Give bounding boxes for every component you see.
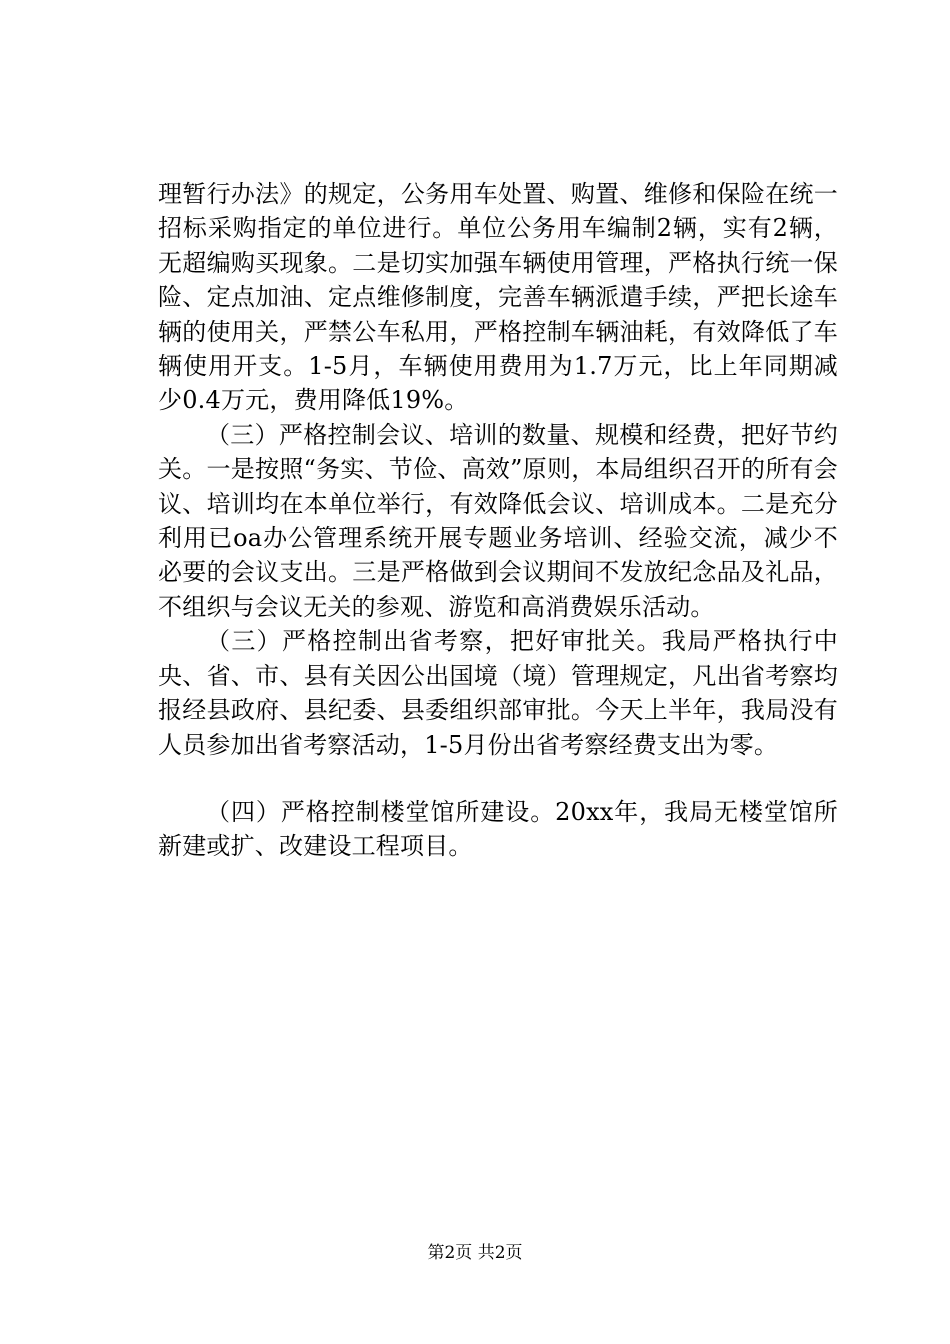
page-number-footer: 第2页 共2页 (427, 1243, 523, 1263)
paragraph-inspection-travel: （三）严格控制出省考察，把好审批关。我局严格执行中央、省、市、县有关因公出国境（境）管理规定，凡出省考察均报经县政府、县纪委、县委组织部审批。今天上半年，我局没有人员参加出省考察活动，1-5月份出省考察经费支出为零。 (158, 627, 838, 759)
paragraph-meeting-training: （三）严格控制会议、培训的数量、规模和经费，把好节约关。一是按照“务实、节俭、高效”原则，本局组织召开的所有会议、培训均在本单位举行，有效降低会议、培训成本。二是充分利用已oa办公管理系统开展专题业务培训、经验交流，减少不必要的会议支出。三是严格做到会议期间不发放纪念品及礼品，不组织与会议无关的参观、游览和高消费娱乐活动。 (158, 420, 838, 621)
paragraph-building-construction: （四）严格控制楼堂馆所建设。20xx年，我局无楼堂馆所新建或扩、改建设工程项目。 (158, 797, 838, 861)
document-body (158, 177, 838, 864)
paragraph-vehicle-management: 理暂行办法》的规定，公务用车处置、购置、维修和保险在统一招标采购指定的单位进行。单位公务用车编制2辆，实有2辆，无超编购买现象。二是切实加强车辆使用管理，严格执行统一保险、定点加油、定点维修制度，完善车辆派遣手续，严把长途车辆的使用关，严禁公车私用，严格控制车辆油耗，有效降低了车辆使用开支。1-5月，车辆使用费用为1.7万元，比上年同期减少0.4万元，费用降低19%。 (158, 180, 838, 415)
